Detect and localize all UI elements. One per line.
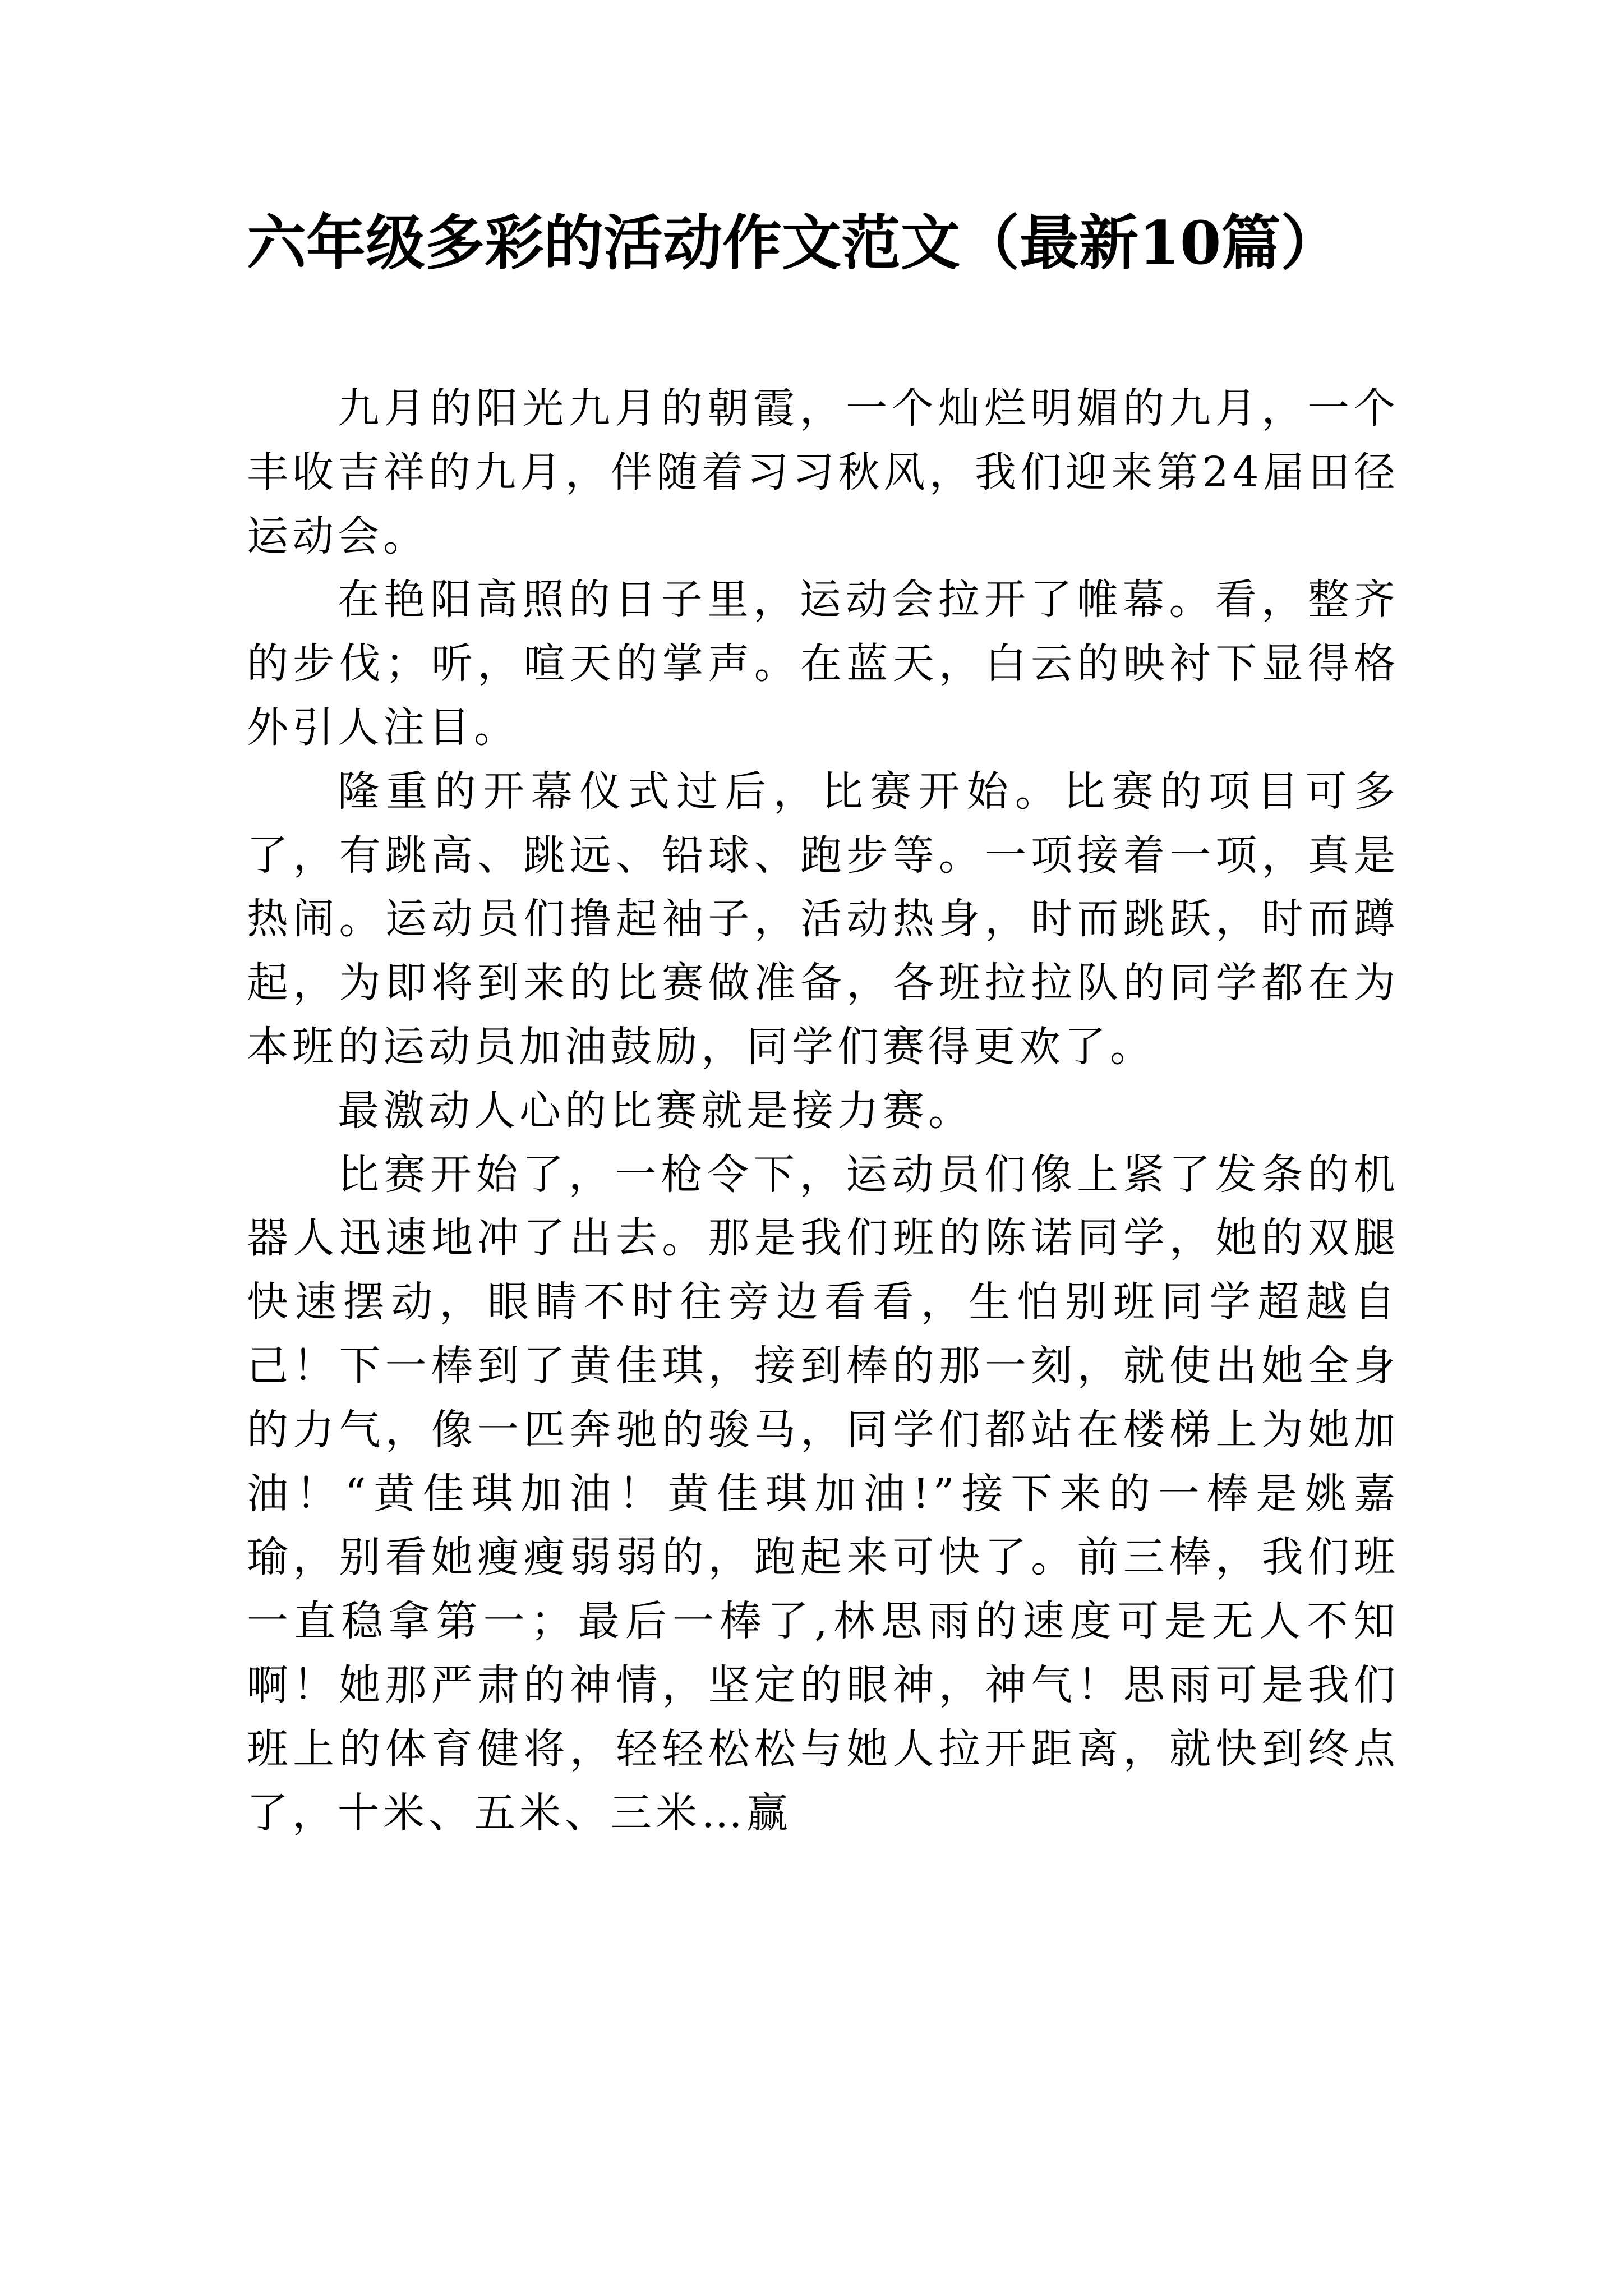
- document-title: 六年级多彩的活动作文范文（最新10篇）: [247, 208, 1340, 278]
- paragraph-2: 在艳阳高照的日子里，运动会拉开了帷幕。看，整齐的步伐；听，喧天的掌声。在蓝天，白云的映衬下显得格外引人注目。: [247, 576, 1399, 752]
- paragraph-1: 九月的阳光九月的朝霞，一个灿烂明媚的九月，一个丰收吉祥的九月，伴随着习习秋风，我们迎来第24届田径运动会。: [247, 384, 1399, 560]
- paragraph-3: 隆重的开幕仪式过后，比赛开始。比赛的项目可多了，有跳高、跳远、铅球、跑步等。一项接着一项，真是热闹。运动员们撸起袖子，活动热身，时而跳跃，时而蹲起，为即将到来的比赛做准备，各班拉拉队的同学都在为本班的运动员加油鼓励，同学们赛得更欢了。: [247, 767, 1399, 1071]
- paragraph-5: 比赛开始了，一枪令下，运动员们像上紧了发条的机器人迅速地冲了出去。那是我们班的陈诺同学，她的双腿快速摆动，眼睛不时往旁边看看，生怕别班同学超越自己！下一棒到了黄佳琪，接到棒的那一刻，就使出她全身的力气，像一匹奔驰的骏马，同学们都站在楼梯上为她加油！“黄佳琪加油！黄佳琪加油!”接下来的一棒是姚嘉瑜，别看她瘦瘦弱弱的，跑起来可快了。前三棒，我们班一直稳拿第一；最后一棒了,林思雨的速度可是无人不知啊！她那严肃的神情，坚定的眼神，神气！思雨可是我们班上的体育健将，轻轻松松与她人拉开距离，就快到终点了，十米、五米、三米…赢: [247, 1150, 1399, 1837]
- document-body: [247, 377, 1399, 1845]
- paragraph-4: 最激动人心的比赛就是接力赛。: [338, 1086, 974, 1135]
